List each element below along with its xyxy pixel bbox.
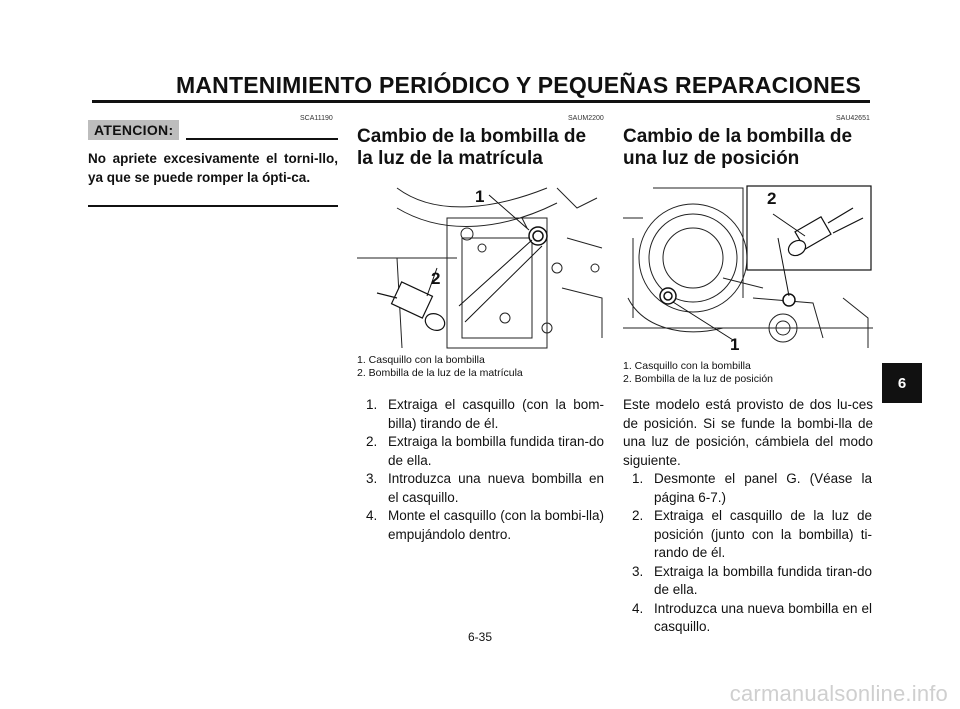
figure-plate-label-2: 2 [431,269,441,288]
plate-step-1: 1. Extraiga el casquillo (con la bom-billa) tirando de él. [366,397,604,431]
position-step-3: 3. Extraiga la bombilla fundida tiran-do de ella. [632,563,872,597]
plate-step-3: 3. Introduzca una nueva bombilla en el casquillo. [366,471,604,505]
section-plate-caption-1: 1. Casquillo con la bombilla [357,354,485,366]
warning-text: No apriete excesivamente el torni-llo, ya que se puede romper la ópti-ca. [88,151,338,185]
figure-plate-label-1: 1 [475,187,485,206]
section-plate-code: SAUM2200 [568,115,604,122]
warning-bottom-rule [88,205,338,207]
section-plate-caption-2: 2. Bombilla de la luz de la matrícula [357,367,523,379]
watermark: carmanualsonline.info [729,681,948,706]
position-step-2: 2. Extraiga el casquillo de la luz de posición (junto con la bombilla) ti-rando de él. [632,508,872,560]
figure-license-plate-bulb [357,178,605,354]
plate-step-4: 4. Monte el casquillo (con la bombi-lla) empujándolo dentro. [366,508,604,542]
warning-label: ATENCION: [88,120,179,140]
figure-position-label-1: 1 [730,335,740,354]
warning-code: SCA11190 [300,115,333,122]
section-position-title: Cambio de la bombilla de una luz de posición [623,126,853,169]
chapter-tab: 6 [882,363,922,403]
position-step-4: 4. Introduzca una nueva bombilla en el casquillo. [632,600,872,634]
plate-step-2: 2. Extraiga la bombilla fundida tiran-do de ella. [366,434,604,468]
section-position-code: SAU42651 [836,115,870,122]
header-rule [92,100,870,103]
section-position-caption-1: 1. Casquillo con la bombilla [623,360,751,372]
figure-position-label-2: 2 [767,189,777,208]
figure-position-light-bulb [623,178,873,356]
section-position-steps [632,470,872,637]
warning-top-rule [186,138,338,140]
position-step-1: 1. Desmonte el panel G. (Véase la página 6-7.) [632,471,872,505]
section-plate-title: Cambio de la bombilla de la luz de la matrícula [357,126,587,169]
section-plate-steps [366,396,604,544]
section-position-caption-2: 2. Bombilla de la luz de posición [623,373,774,385]
section-position-intro: Este modelo está provisto de dos lu-ces de posición. Si se funde la bombi-lla de una luz de posición, cámbiela del modo siguiente. [623,397,873,468]
page-number: 6-35 [467,630,493,644]
page-header-title: MANTENIMIENTO PERIÓDICO Y PEQUEÑAS REPARACIONES [176,72,862,98]
